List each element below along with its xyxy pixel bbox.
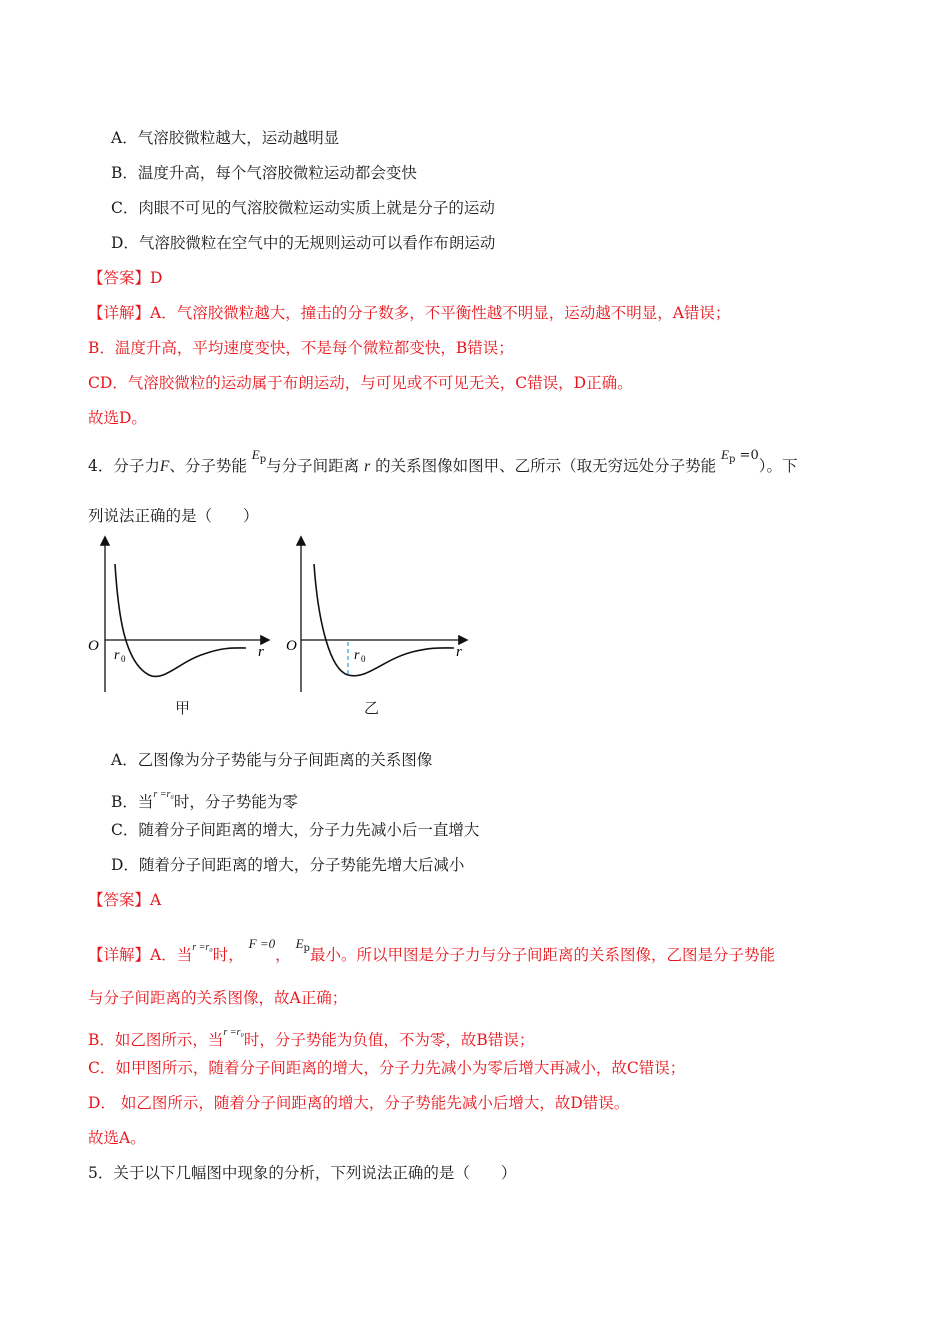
r0-label: r (354, 648, 360, 663)
r-equals-r0: r =r₀ (192, 942, 213, 953)
q3-detail-1: 【详解】A．气溶胶微粒越大，撞击的分子数多，不平衡性越不明显，运动越不明显，A错误； (88, 304, 731, 322)
r0-subscript: 0 (121, 654, 126, 664)
ep-zero-symbol: Ep =0 (721, 447, 759, 465)
axis-r-label: r (456, 644, 462, 660)
q3-answer: 【答案】D (88, 269, 163, 287)
q4-stem-part: 的关系图像如图甲、乙所示（取无穷远处分子势能 (375, 457, 717, 475)
r0-label: r (114, 648, 120, 663)
q4-detail-1: 【详解】A．当$^{r =r_0}$时， $^{F =0}$， $^{E_p}$最小。所以甲图是分子力与分子间距离的关系图像，乙图是分子势能 (88, 936, 775, 964)
force-symbol: F (159, 458, 170, 475)
q3-conclusion: 故选D。 (88, 409, 147, 427)
q4-stem-part: ）。下 (758, 457, 798, 475)
graph-force (84, 532, 284, 697)
ep-symbol: Ep (295, 936, 310, 954)
graph-potential (282, 532, 482, 697)
q4-stem-part: 与分子间距离 (266, 457, 360, 475)
q3-option-a: A．气溶胶微粒越大，运动越明显 (111, 129, 340, 147)
r0-subscript: 0 (361, 654, 366, 664)
q4-detail-5: D． 如乙图所示，随着分子间距离的增大，分子势能先减小后增大，故D错误。 (88, 1094, 630, 1112)
q3-option-c: C．肉眼不可见的气溶胶微粒运动实质上就是分子的运动 (111, 199, 495, 217)
q4-answer: 【答案】A (88, 891, 162, 909)
q4-stem-part: 4．分子力 (88, 457, 160, 475)
q3-option-d: D．气溶胶微粒在空气中的无规则运动可以看作布朗运动 (111, 234, 496, 252)
graph-caption-jia: 甲 (175, 699, 191, 717)
q3-detail-2: B．温度升高，平均速度变快，不是每个微粒都变快，B错误； (88, 339, 514, 357)
q4-detail-4: C．如甲图所示，随着分子间距离的增大，分子力先减小为零后增大再减小，故C错误； (88, 1059, 686, 1077)
q4-conclusion: 故选A。 (88, 1129, 146, 1147)
r-equals-r0: r =r₀ (153, 789, 174, 800)
q4-option-c: C．随着分子间距离的增大，分子力先减小后一直增大 (111, 821, 480, 839)
q4-detail-3: B．如乙图所示，当$^{r =r_0}$时，分子势能为负值，不为零，故B错误； (88, 1027, 535, 1049)
q4-option-a: A．乙图像为分子势能与分子间距离的关系图像 (111, 751, 433, 769)
origin-label: O (286, 638, 297, 654)
axis-r-label: r (258, 644, 264, 660)
f-equals-zero: F =0 (248, 936, 276, 951)
q4-stem-line2: 列说法正确的是（ ） (88, 507, 259, 525)
ep-symbol: Ep (251, 447, 267, 465)
q3-detail-3: CD．气溶胶微粒的运动属于布朗运动，与可见或不可见无关，C错误，D正确。 (88, 374, 633, 392)
q4-stem-part: 、分子势能 (169, 457, 247, 475)
r-equals-r0: r =r₀ (223, 1027, 244, 1038)
q4-option-b: B．当$^{r =r_0}$时，分子势能为零 (111, 789, 298, 811)
q4-option-d: D．随着分子间距离的增大，分子势能先增大后减小 (111, 856, 465, 874)
distance-symbol: r (364, 458, 371, 475)
force-curve (115, 564, 246, 676)
graph-caption-yi: 乙 (364, 699, 380, 717)
q5-stem: 5．关于以下几幅图中现象的分析，下列说法正确的是（ ） (88, 1164, 517, 1182)
q4-stem (88, 447, 798, 482)
q3-option-b: B．温度升高，每个气溶胶微粒运动都会变快 (111, 164, 417, 182)
origin-label: O (88, 638, 99, 654)
q4-detail-2: 与分子间距离的关系图像，故A正确； (88, 989, 348, 1007)
potential-curve (314, 564, 454, 676)
